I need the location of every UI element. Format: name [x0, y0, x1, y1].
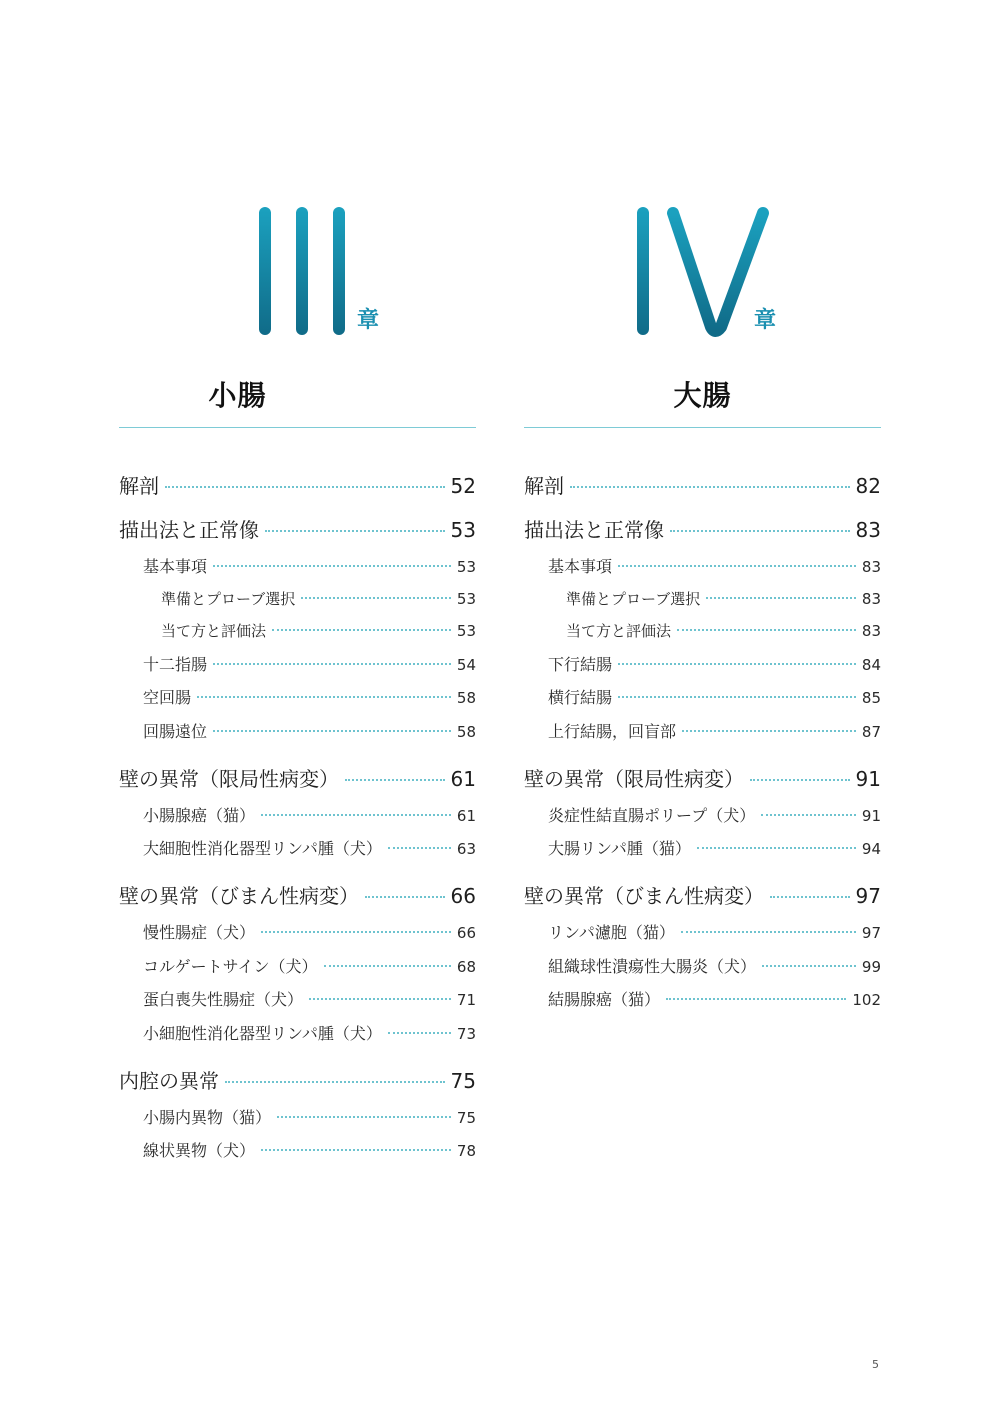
- toc-entry-label: 描出法と正常像: [524, 518, 664, 542]
- dot-leader: [324, 965, 451, 967]
- toc-entry-level-2[interactable]: [119, 837, 476, 861]
- toc-entry-page: 68: [456, 957, 476, 976]
- toc-entry-label: 結腸腺癌（猫）: [548, 990, 661, 1009]
- title-divider: [524, 427, 881, 428]
- toc-entry-page: 99: [861, 957, 881, 976]
- dot-leader: [681, 931, 856, 933]
- toc-entry-page: 66: [456, 924, 476, 942]
- dot-leader: [213, 663, 451, 665]
- toc-entry-label: 大腸リンパ腫（猫）: [548, 839, 691, 858]
- chapter-suffix: 章: [754, 308, 777, 333]
- toc-entry-page: 102: [852, 991, 881, 1009]
- toc-entry-level-2[interactable]: [119, 988, 476, 1012]
- toc-entry-label: リンパ濾胞（猫）: [548, 923, 675, 942]
- toc-entry-page: 83: [861, 590, 881, 608]
- toc-entry-level-1[interactable]: [524, 516, 881, 544]
- toc-entry-label: 解剖: [119, 474, 159, 498]
- toc-entry-page: 63: [456, 840, 476, 858]
- toc-entry-label: 線状異物（犬）: [143, 1141, 256, 1160]
- toc-entry-level-2[interactable]: [524, 837, 881, 861]
- toc-entry-page: 94: [861, 840, 881, 858]
- dot-leader: [697, 847, 856, 849]
- toc-entry-page: 97: [861, 924, 881, 942]
- chapter-suffix: 章: [357, 308, 380, 333]
- dot-leader: [272, 629, 451, 631]
- dot-leader: [309, 998, 451, 1000]
- toc-entry-page: 83: [861, 558, 881, 576]
- dot-leader: [570, 486, 850, 488]
- toc-entry-label: 基本事項: [143, 557, 208, 576]
- toc-entry-label: 当て方と評価法: [566, 621, 672, 640]
- toc-entry-page: 53: [456, 590, 476, 608]
- toc-entry-level-2[interactable]: [119, 804, 476, 828]
- toc-entry-label: 内腔の異常: [119, 1068, 219, 1093]
- dot-leader: [365, 896, 445, 898]
- dot-leader: [706, 597, 856, 599]
- toc-entry-page: 53: [456, 558, 476, 576]
- dot-leader: [670, 530, 850, 532]
- toc-entry-page: 78: [456, 1142, 476, 1160]
- toc-entry-page: 54: [456, 655, 476, 674]
- toc-entry-page: 73: [456, 1024, 476, 1043]
- toc-entry-label: 当て方と評価法: [161, 621, 267, 640]
- toc-entry-page: 84: [861, 655, 881, 674]
- toc-entry-level-2[interactable]: [524, 720, 881, 744]
- toc-entry-page: 58: [456, 689, 476, 707]
- toc-entry-level-3[interactable]: [524, 588, 881, 610]
- toc-entry-label: 基本事項: [548, 557, 613, 576]
- dot-leader: [225, 1081, 445, 1083]
- toc-entry-level-2[interactable]: [119, 653, 476, 677]
- dot-leader: [213, 730, 451, 732]
- toc-entry-page: 87: [861, 722, 881, 741]
- toc-entry-label: 下行結腸: [548, 654, 613, 674]
- chapter-numeral-iv: [635, 205, 771, 337]
- dot-leader: [165, 486, 445, 488]
- toc-entry-level-2[interactable]: [119, 1139, 476, 1163]
- toc-entry-level-2[interactable]: [524, 955, 881, 979]
- toc-entry-page: 91: [855, 766, 881, 791]
- chapter-title: 大腸: [673, 379, 732, 412]
- toc-entry-page: 85: [861, 689, 881, 707]
- dot-leader: [265, 530, 445, 532]
- toc-entry-page: 82: [855, 474, 881, 498]
- toc-entry-level-1[interactable]: [119, 765, 476, 793]
- dot-leader: [388, 1032, 451, 1034]
- toc-entry-page: 75: [456, 1108, 476, 1127]
- dot-leader: [261, 1149, 451, 1151]
- chapter-4-column: [524, 0, 881, 1414]
- dot-leader: [277, 1116, 451, 1118]
- toc-entry-label: 描出法と正常像: [119, 518, 259, 542]
- toc-entry-label: 回腸遠位: [143, 721, 208, 741]
- toc-entry-label: コルゲートサイン（犬）: [143, 956, 318, 976]
- chapter-3-column: [119, 0, 476, 1414]
- dot-leader: [770, 896, 850, 898]
- toc-entry-label: 十二指腸: [143, 654, 208, 674]
- chapter-title: 小腸: [208, 379, 267, 412]
- toc-entry-level-2[interactable]: [524, 555, 881, 579]
- toc-entry-level-1[interactable]: [119, 882, 476, 910]
- toc-entry-page: 66: [450, 884, 476, 908]
- toc-entry-label: 大細胞性消化器型リンパ腫（犬）: [143, 839, 382, 858]
- dot-leader: [197, 696, 451, 698]
- title-divider: [119, 427, 476, 428]
- toc-entry-level-2[interactable]: [119, 955, 476, 979]
- toc-entry-page: 61: [450, 766, 476, 791]
- toc-entry-level-1[interactable]: [119, 472, 476, 500]
- toc-entry-level-2[interactable]: [119, 1106, 476, 1130]
- dot-leader: [618, 565, 856, 567]
- dot-leader: [618, 696, 856, 698]
- toc-entry-level-3[interactable]: [119, 588, 476, 610]
- toc-entry-label: 小腸内異物（猫）: [143, 1107, 272, 1127]
- toc-entry-label: 壁の異常（限局性病変）: [524, 766, 744, 791]
- toc-entry-label: 上行結腸，回盲部: [548, 721, 677, 741]
- dot-leader: [677, 629, 856, 631]
- dot-leader: [762, 965, 856, 967]
- toc-entry-page: 52: [450, 474, 476, 498]
- toc-entry-level-1[interactable]: [524, 472, 881, 500]
- toc-entry-page: 71: [456, 991, 476, 1009]
- toc-entry-level-1[interactable]: [524, 882, 881, 910]
- toc-entry-page: 53: [456, 621, 476, 640]
- dot-leader: [261, 814, 451, 816]
- toc-entry-page: 97: [855, 884, 881, 908]
- toc-entry-label: 炎症性結直腸ポリープ（犬）: [548, 805, 756, 825]
- toc-entry-level-2[interactable]: [119, 921, 476, 945]
- toc-entry-level-2[interactable]: [524, 653, 881, 677]
- dot-leader: [666, 998, 846, 1000]
- toc-entry-label: 準備とプローブ選択: [566, 590, 701, 608]
- toc-entry-level-1[interactable]: [524, 765, 881, 793]
- toc-entry-level-3[interactable]: [119, 620, 476, 642]
- toc-entry-label: 準備とプローブ選択: [161, 590, 296, 608]
- toc-entry-page: 53: [450, 518, 476, 542]
- toc-entry-page: 91: [861, 806, 881, 825]
- toc-entry-label: 小腸腺癌（猫）: [143, 805, 256, 825]
- toc-entry-level-1[interactable]: [119, 516, 476, 544]
- toc-entry-level-2[interactable]: [119, 720, 476, 744]
- dot-leader: [618, 663, 856, 665]
- toc-entry-page: 58: [456, 722, 476, 741]
- toc-entry-label: 壁の異常（びまん性病変）: [524, 884, 764, 908]
- toc-entry-page: 83: [855, 518, 881, 542]
- toc-entry-level-2[interactable]: [119, 1022, 476, 1046]
- toc-entry-page: 61: [456, 806, 476, 825]
- dot-leader: [388, 847, 451, 849]
- toc-entry-label: 組織球性潰瘍性大腸炎（犬）: [548, 956, 757, 976]
- toc-entry-label: 壁の異常（びまん性病変）: [119, 884, 359, 908]
- roman-numeral-iii-graphic: [257, 205, 349, 337]
- chapter-numeral-iii: [257, 205, 349, 337]
- page-number: 5: [872, 1358, 879, 1371]
- dot-leader: [750, 779, 850, 781]
- toc-entry-level-2[interactable]: [524, 686, 881, 710]
- toc-entry-level-1[interactable]: [119, 1067, 476, 1095]
- dot-leader: [301, 597, 451, 599]
- toc-entry-label: 蛋白喪失性腸症（犬）: [143, 990, 304, 1009]
- toc-entry-page: 75: [450, 1068, 476, 1093]
- toc-entry-label: 横行結腸: [548, 688, 613, 707]
- toc-entry-level-2[interactable]: [119, 686, 476, 710]
- dot-leader: [213, 565, 451, 567]
- dot-leader: [261, 931, 451, 933]
- toc-entry-level-2[interactable]: [524, 921, 881, 945]
- toc-entry-level-2[interactable]: [524, 988, 881, 1012]
- toc-entry-level-3[interactable]: [524, 620, 881, 642]
- roman-numeral-iv-graphic: [635, 205, 771, 337]
- toc-entry-label: 慢性腸症（犬）: [143, 923, 256, 942]
- toc-entry-page: 83: [861, 621, 881, 640]
- toc-entry-label: 小細胞性消化器型リンパ腫（犬）: [143, 1023, 382, 1043]
- toc-entry-level-2[interactable]: [119, 555, 476, 579]
- toc-entry-label: 壁の異常（限局性病変）: [119, 766, 339, 791]
- dot-leader: [682, 730, 856, 732]
- toc-entry-label: 空回腸: [143, 688, 192, 707]
- dot-leader: [761, 814, 856, 816]
- toc-entry-level-2[interactable]: [524, 804, 881, 828]
- toc-entry-label: 解剖: [524, 474, 564, 498]
- dot-leader: [345, 779, 445, 781]
